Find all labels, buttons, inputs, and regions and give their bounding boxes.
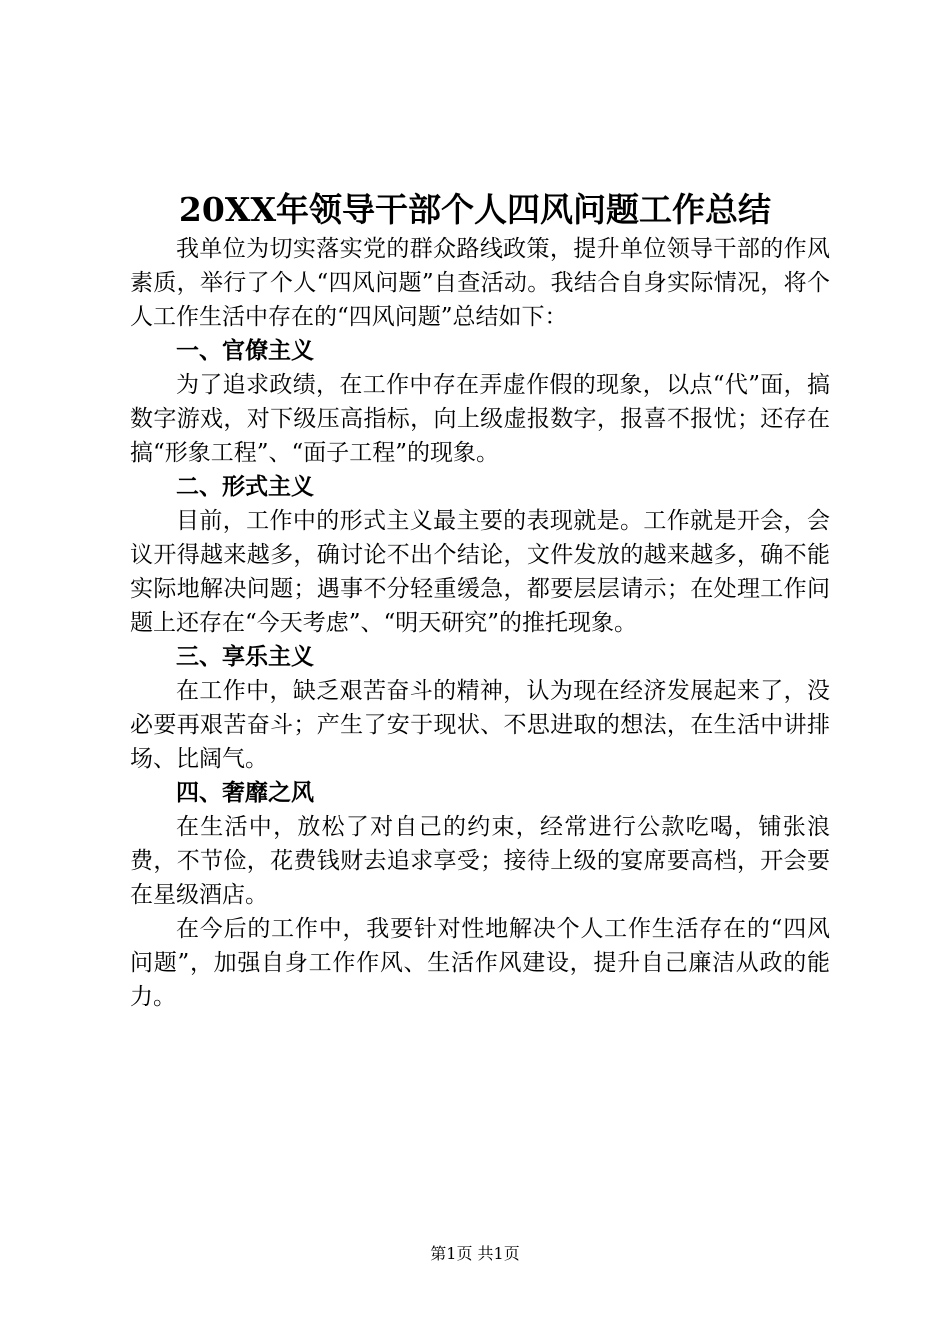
- section-heading-hedonism: 三、享乐主义: [176, 644, 314, 670]
- document-body: [130, 232, 830, 1014]
- section-text-extravagance: 在生活中，放松了对自己的约束，经常进行公款吃喝，铺张浪费，不节俭，花费钱财去追求享受；接待上级的宴席要高档，开会要在星级酒店。: [130, 814, 830, 908]
- intro-paragraph: 我单位为切实落实党的群众路线政策，提升单位领导干部的作风素质，举行了个人“四风问题”自查活动。我结合自身实际情况，将个人工作生活中存在的“四风问题”总结如下：: [130, 236, 830, 330]
- page-footer: 第1页 共1页: [430, 1244, 520, 1263]
- document-title: 20XX年领导干部个人四风问题工作总结: [178, 190, 772, 229]
- conclusion-paragraph: 在今后的工作中，我要针对性地解决个人工作生活存在的“四风问题”，加强自身工作作风、生活作风建设，提升自己廉洁从政的能力。: [130, 916, 830, 1010]
- section-heading-bureaucratism: 一、官僚主义: [176, 338, 314, 364]
- section-text-bureaucratism: 为了追求政绩，在工作中存在弄虚作假的现象，以点“代”面，搞数字游戏，对下级压高指标，向上级虚报数字，报喜不报忧；还存在搞“形象工程”、“面子工程”的现象。: [130, 372, 830, 466]
- section-heading-extravagance: 四、奢靡之风: [176, 780, 314, 806]
- section-heading-formalism: 二、形式主义: [176, 474, 314, 500]
- section-text-hedonism: 在工作中，缺乏艰苦奋斗的精神，认为现在经济发展起来了，没必要再艰苦奋斗；产生了安于现状、不思进取的想法，在生活中讲排场、比阔气。: [130, 678, 830, 772]
- section-text-formalism: 目前，工作中的形式主义最主要的表现就是。工作就是开会，会议开得越来越多，确讨论不出个结论，文件发放的越来越多，确不能实际地解决问题；遇事不分轻重缓急，都要层层请示；在处理工作问题上还存在“今天考虑”、“明天研究”的推托现象。: [130, 508, 830, 636]
